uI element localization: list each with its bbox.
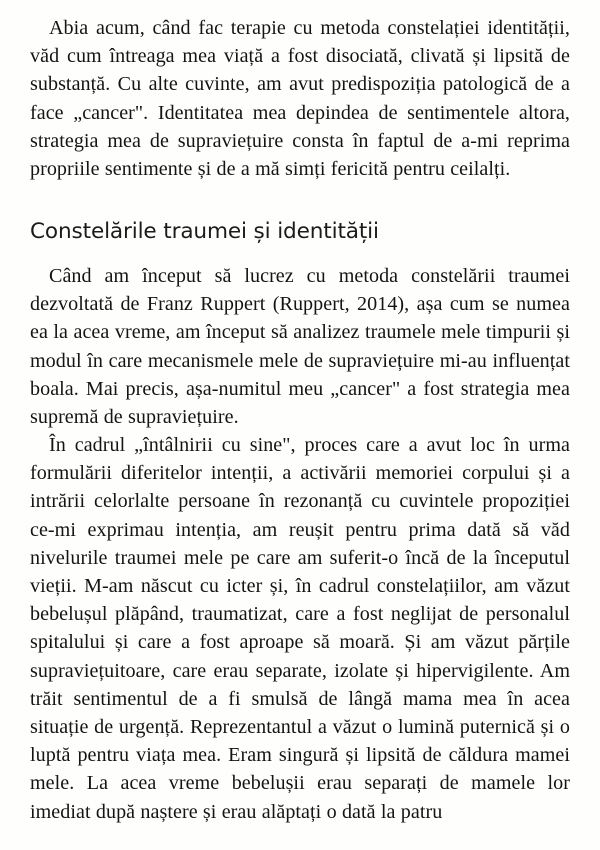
body-paragraph-1: Abia acum, când fac terapie cu metoda constelației identității, văd cum întreaga mea viață a fost disociată, clivată și lipsită de substanță. Cu alte cuvinte, am avut predispoziția patologică de a face „cancer". Identitatea mea depindea de sentimentele altora, strategia mea de supraviețuire consta în faptul de a-mi reprima propriile sentimente și de a mă simți fericită pentru ceilalți. [30, 17, 570, 181]
body-paragraph-2: Când am început să lucrez cu metoda constelării traumei dezvoltată de Franz Ruppert (Ruppert, 2014), așa cum se numea ea la acea vreme, am început să analizez traumele mele timpurii și modul în care mecanismele mele de supraviețuire mi-au influențat boala. Mai precis, așa-numitul meu „cancer" a fost strategia mea supremă de supraviețuire. [30, 265, 570, 429]
heading-block [30, 218, 570, 246]
body-paragraph-3: În cadrul „întâlnirii cu sine", proces care a avut loc în urma formulării diferitelor intenții, a activării memoriei corpului și a intrării celorlalte persoane în rezonanță cu cuvintele propoziției ce-mi exprimau intenția, am reușit pentru prima dată să văd nivelurile traumei mele pe care am suferit-o încă de la începutul vieții. M-am născut cu icter și, în cadrul constelațiilor, am văzut bebelușul plăpând, traumatizat, care a fost neglijat de personalul spitalului și care a fost aproape să moară. Și am văzut părțile supraviețuitoare, care erau separate, izolate și hipervigilente. Am trăit sentimentul de a fi smulsă de lângă mama mea în acea situație de urgență. Reprezentantul a văzut o lumină puternică și o luptă pentru viața mea. Eram singură și lipsită de căldura mamei mele. La acea vreme bebelușii erau separați de mamele lor imediat după naștere și erau alăptați o dată la patru [30, 434, 570, 823]
paragraph-block-2 [30, 262, 570, 431]
section-heading: Constelările traumei și identității [30, 219, 379, 244]
paragraph-block-3 [30, 431, 570, 826]
paragraph-block-1 [30, 14, 570, 183]
